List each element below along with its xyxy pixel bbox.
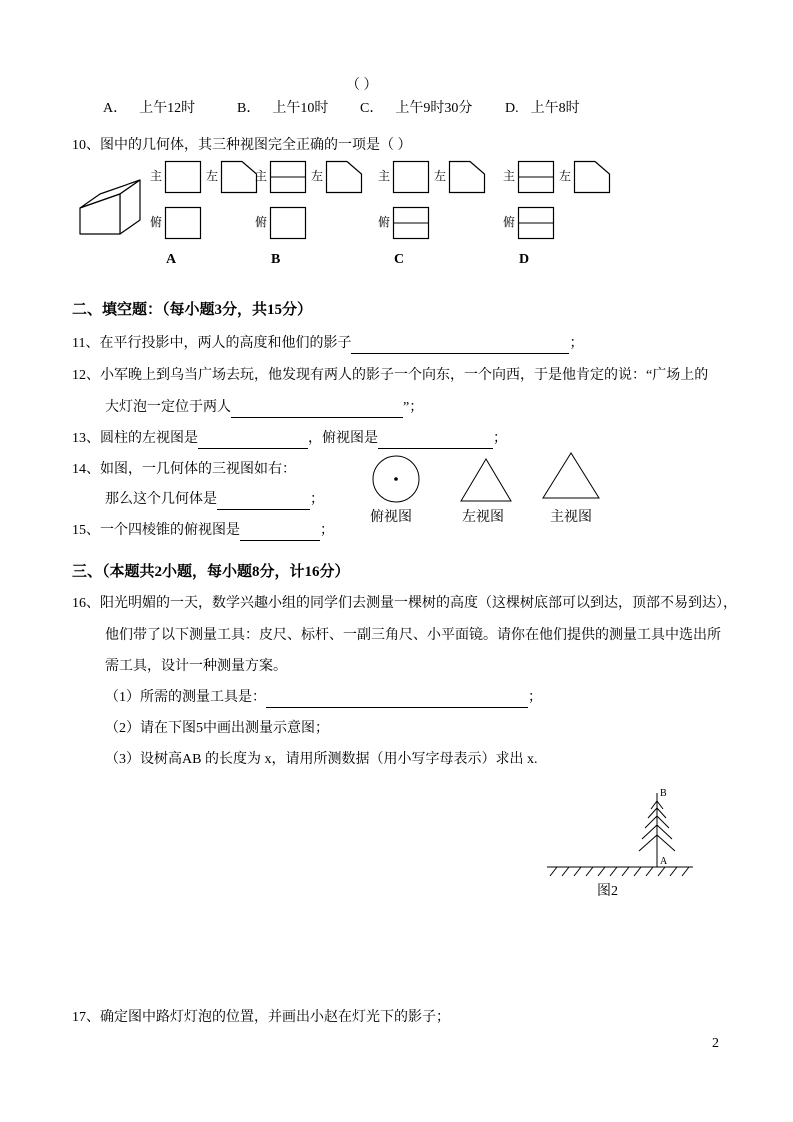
q12-line2: 大灯泡一定位于两人 ”； [105, 398, 423, 418]
q16-figure-caption: 图2 [597, 884, 618, 899]
q14-left-view-triangle [458, 456, 514, 506]
q13-blank-2 [378, 434, 493, 449]
q9-option-b-label: B． [237, 101, 261, 116]
q9-option-d-label: D. [505, 101, 519, 116]
q10-b-frontleft-row [255, 160, 367, 194]
q14-label-left-view: 左视图 [462, 510, 504, 525]
front-view-label: 主 [150, 169, 163, 183]
front-view-shape [269, 160, 307, 194]
q14-label-front-view: 主视图 [550, 510, 592, 525]
q15-blank [240, 526, 320, 541]
option-letter-b: B [271, 252, 281, 267]
q16-sub1-blank [266, 693, 528, 708]
top-view-label: 俯 [503, 215, 516, 229]
q10-c-frontleft-row [378, 160, 490, 194]
q14-line1: 14、如图，一几何体的三视图如右： [72, 462, 296, 477]
left-view-shape [325, 160, 363, 194]
option-letter-c: C [394, 252, 405, 267]
q10-b-top-row [255, 206, 367, 240]
q17-text: 17、确定图中路灯灯泡的位置，并画出小赵在灯光下的影子； [72, 1010, 450, 1025]
section3-title: 三、（本题共2小题，每小题8分，计16分） [72, 564, 350, 580]
q9-option-a-label: A． [103, 101, 128, 116]
q12-line1: 12、小军晚上到乌当广场去玩，他发现有两人的影子一个向东，一个向西，于是他肯定的说：“广场上的 [72, 368, 709, 383]
q10-option-group-b [255, 160, 367, 268]
q10-d-frontleft-row [503, 160, 615, 194]
top-view-shape [269, 206, 307, 240]
q9-option-b [237, 99, 328, 119]
q16-line3: 需工具，设计一种测量方案。 [105, 659, 287, 674]
q9-option-d-text: 上午8时 [530, 101, 580, 116]
q15-text: 15、一个四棱锥的俯视图是 ； [72, 521, 334, 541]
q9-option-a [103, 99, 195, 119]
q11-blank [351, 339, 569, 354]
page-number: 2 [712, 1036, 719, 1051]
top-view-shape [517, 206, 555, 240]
q16-line1: 16、阳光明媚的一天，数学兴趣小组的同学们去测量一棵树的高度（这棵树底部可以到达，顶部不易到达）， [72, 596, 737, 611]
left-view-label: 左 [434, 169, 447, 183]
option-letter-d: D [519, 252, 530, 267]
q10-option-group-c [378, 160, 490, 268]
q14-label-top-view: 俯视图 [370, 510, 412, 525]
top-view-shape [164, 206, 202, 240]
q16-sub3: （3）设树高AB 的长度为 x，请用所测数据（用小写字母表示）求出 x. [105, 752, 538, 767]
left-view-label: 左 [559, 169, 572, 183]
left-view-shape [220, 160, 258, 194]
q10-text: 10、图中的几何体，其三种视图完全正确的一项是（ ） [72, 138, 412, 153]
q10-option-group-a [150, 160, 262, 268]
tree-point-a-label: A [660, 856, 668, 867]
tree-point-b-label: B [660, 788, 667, 799]
section2-title: 二、填空题：（每小题3分，共15分） [72, 302, 313, 318]
q16-tree-figure [545, 785, 695, 885]
q9-option-c [360, 99, 472, 119]
q10-c-top-row [378, 206, 490, 240]
q9-option-d [505, 99, 580, 119]
front-view-shape [164, 160, 202, 194]
q14-front-view-triangle [540, 450, 604, 504]
q9-option-c-label: C． [360, 101, 384, 116]
front-view-shape [517, 160, 555, 194]
q13-text: 13、圆柱的左视图是 ，俯视图是 ； [72, 429, 507, 449]
q10-a-frontleft-row [150, 160, 262, 194]
top-view-label: 俯 [378, 215, 391, 229]
q10-option-group-d [503, 160, 615, 268]
q14-blank [217, 495, 310, 510]
q10-a-top-row [150, 206, 262, 240]
front-view-label: 主 [255, 169, 268, 183]
q9-option-a-text: 上午12时 [139, 101, 196, 116]
q16-sub2: （2）请在下图5中画出测量示意图； [105, 721, 329, 736]
left-view-shape [448, 160, 486, 194]
left-view-label: 左 [311, 169, 324, 183]
left-view-shape [573, 160, 611, 194]
q10-d-top-row [503, 206, 615, 240]
q12-blank [231, 403, 403, 418]
top-view-shape [392, 206, 430, 240]
q14-line2: 那么这个几何体是 ； [105, 490, 324, 510]
front-view-label: 主 [378, 169, 391, 183]
left-view-label: 左 [206, 169, 219, 183]
q14-top-view-circle [368, 452, 424, 508]
top-view-label: 俯 [150, 215, 163, 229]
q9-answer-paren: （ ） [346, 78, 378, 93]
q11-text: 11、在平行投影中，两人的高度和他们的影子 ； [72, 334, 583, 354]
top-view-label: 俯 [255, 215, 268, 229]
q16-line2: 他们带了以下测量工具：皮尺、标杆、一副三角尺、小平面镜。请你在他们提供的测量工具中选出所 [105, 628, 721, 643]
q9-option-b-text: 上午10时 [272, 101, 329, 116]
front-view-shape [392, 160, 430, 194]
q10-solid-figure [74, 162, 150, 240]
option-letter-a: A [166, 252, 177, 267]
q13-blank-1 [198, 434, 308, 449]
q16-sub1: （1）所需的测量工具是： ； [105, 688, 542, 708]
front-view-label: 主 [503, 169, 516, 183]
q9-option-c-text: 上午9时30分 [395, 101, 473, 116]
